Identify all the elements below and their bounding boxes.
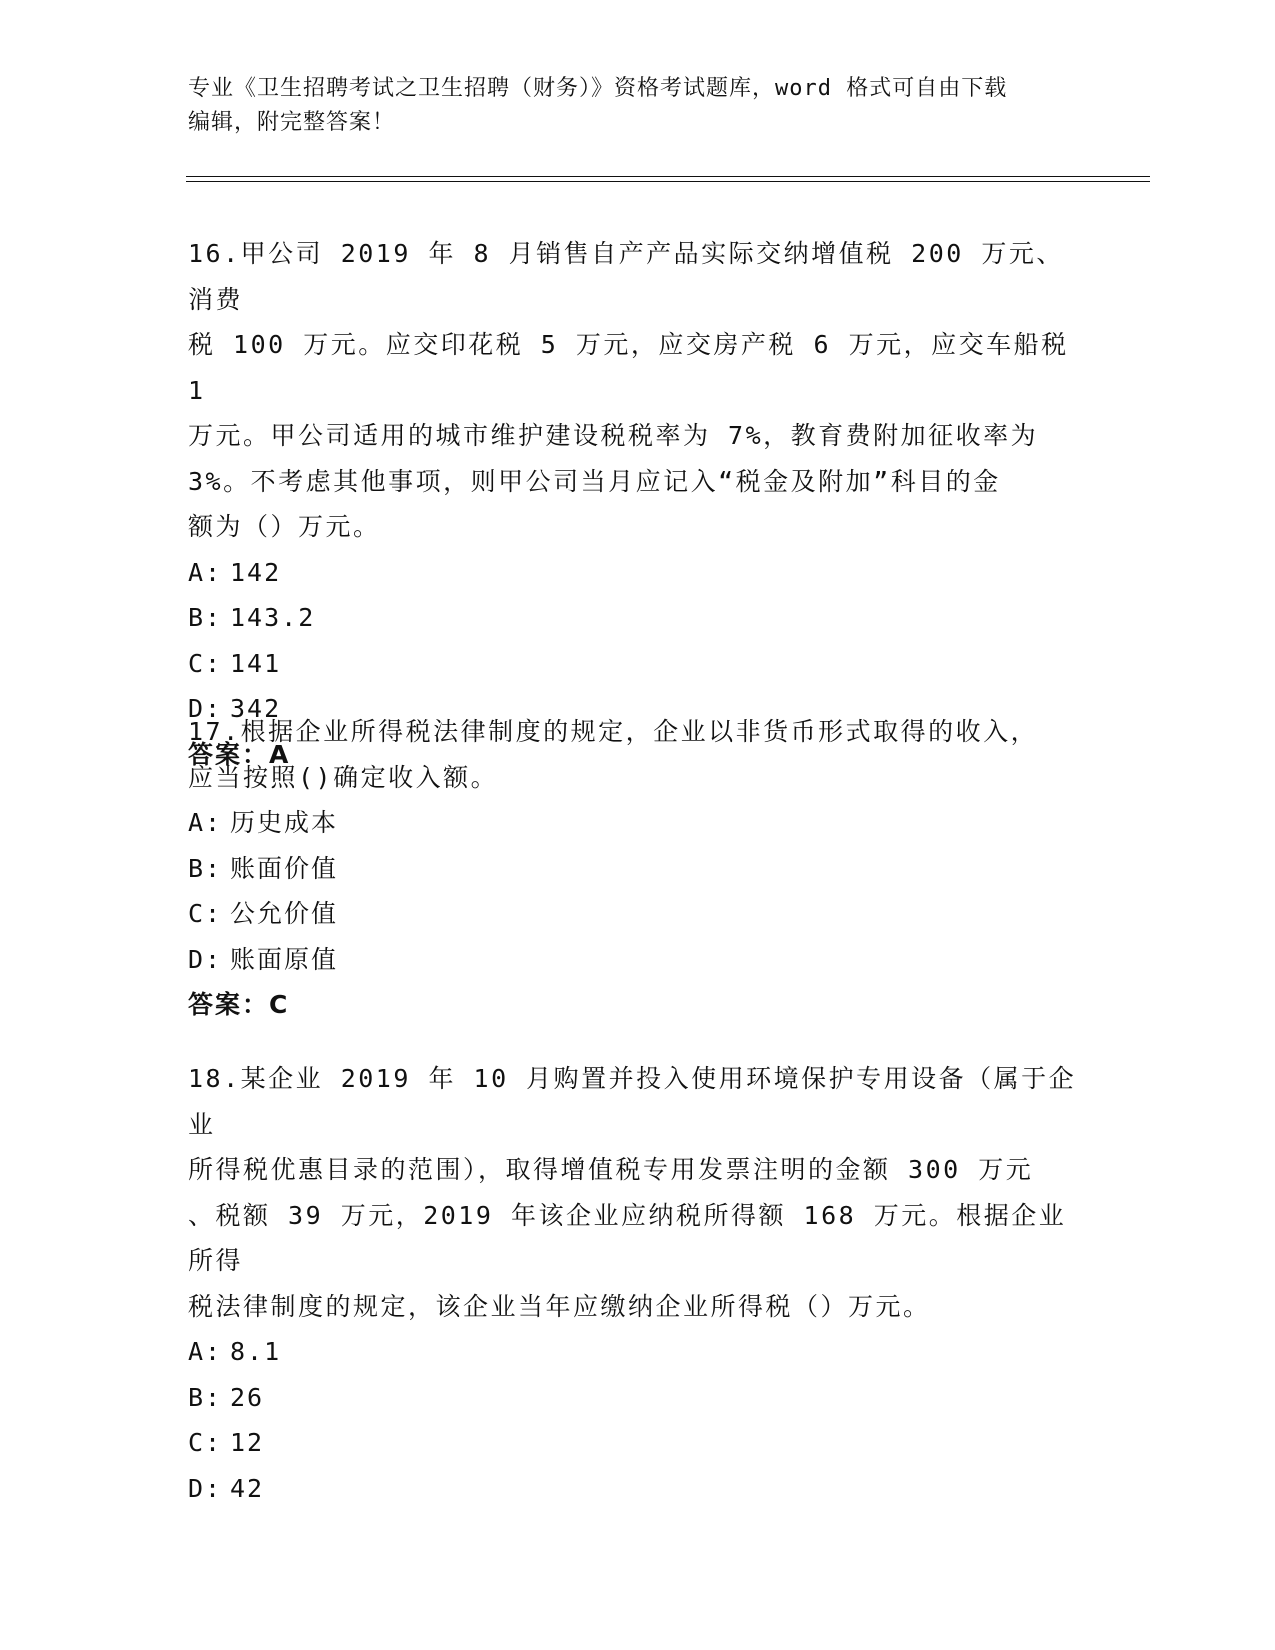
option-key: A: [188, 808, 223, 837]
question-18 [188, 1056, 1088, 1511]
question-17 [188, 709, 1088, 1028]
option-text: 12 [230, 1428, 265, 1457]
option-key: C: [188, 1428, 223, 1457]
option-text: 141 [230, 648, 282, 678]
option-key: B: [188, 1382, 223, 1412]
question-16 [188, 231, 1088, 777]
option-a [188, 1329, 1088, 1375]
question-stem-line: 3%。不考虑其他事项，则甲公司当月应记入“税金及附加”科目的金 [188, 466, 1001, 496]
option-text: 342 [230, 694, 282, 723]
option-text: 历史成本 [230, 808, 339, 837]
option-key: D: [188, 1473, 223, 1503]
header-divider-bottom [186, 181, 1150, 182]
option-key: A: [188, 557, 223, 587]
option-b [188, 595, 1088, 641]
option-text: 42 [230, 1473, 265, 1503]
option-text: 8.1 [230, 1337, 282, 1366]
header-line-2: 编辑，附完整答案！ [188, 110, 396, 135]
option-c [188, 641, 1088, 687]
option-text: 142 [230, 557, 282, 587]
option-c [188, 1420, 1088, 1466]
option-text: 26 [230, 1382, 265, 1412]
option-text: 账面价值 [230, 853, 339, 883]
answer: 答案：A [188, 739, 291, 769]
header-line-1: 专业《卫生招聘考试之卫生招聘（财务）》资格考试题库，word 格式可自由下载 [188, 76, 1008, 101]
answer: 答案：C [188, 990, 290, 1019]
option-d [188, 937, 1088, 983]
option-key: B: [188, 603, 223, 632]
question-stem-line: 16.甲公司 2019 年 8 月销售自产产品实际交纳增值税 200 万元、消费 [188, 239, 1064, 314]
option-a [188, 550, 1088, 596]
option-b [188, 1375, 1088, 1421]
question-stem-line: 税 100 万元。应交印花税 5 万元，应交房产税 6 万元，应交车船税 1 [188, 330, 1069, 405]
question-stem-line: 应当按照()确定收入额。 [188, 762, 499, 792]
option-a [188, 800, 1088, 846]
question-stem-line: 额为（）万元。 [188, 512, 381, 541]
header-divider-top [186, 176, 1150, 177]
question-stem-line: 税法律制度的规定，该企业当年应缴纳企业所得税（）万元。 [188, 1291, 931, 1321]
option-key: D: [188, 694, 223, 723]
option-text: 公允价值 [230, 899, 339, 928]
option-text: 143.2 [230, 603, 316, 632]
option-key: A: [188, 1337, 223, 1366]
question-stem-line: 18.某企业 2019 年 10 月购置并投入使用环境保护专用设备（属于企业 [188, 1064, 1077, 1139]
option-key: C: [188, 648, 223, 678]
option-key: C: [188, 899, 223, 928]
question-stem-line: 、税额 39 万元，2019 年该企业应纳税所得额 168 万元。根据企业所得 [188, 1200, 1067, 1275]
option-text: 账面原值 [230, 944, 339, 974]
option-d [188, 1466, 1088, 1512]
question-stem-line: 万元。甲公司适用的城市维护建设税税率为 7%，教育费附加征收率为 [188, 421, 1039, 450]
option-key: D: [188, 944, 223, 974]
option-b [188, 846, 1088, 892]
option-c [188, 891, 1088, 937]
question-stem-line: 所得税优惠目录的范围），取得增值税专用发票注明的金额 300 万元 [188, 1155, 1034, 1184]
question-stem-line: 17.根据企业所得税法律制度的规定，企业以非货币形式取得的收入， [188, 717, 1039, 746]
document-header [188, 72, 1088, 140]
option-key: B: [188, 853, 223, 883]
